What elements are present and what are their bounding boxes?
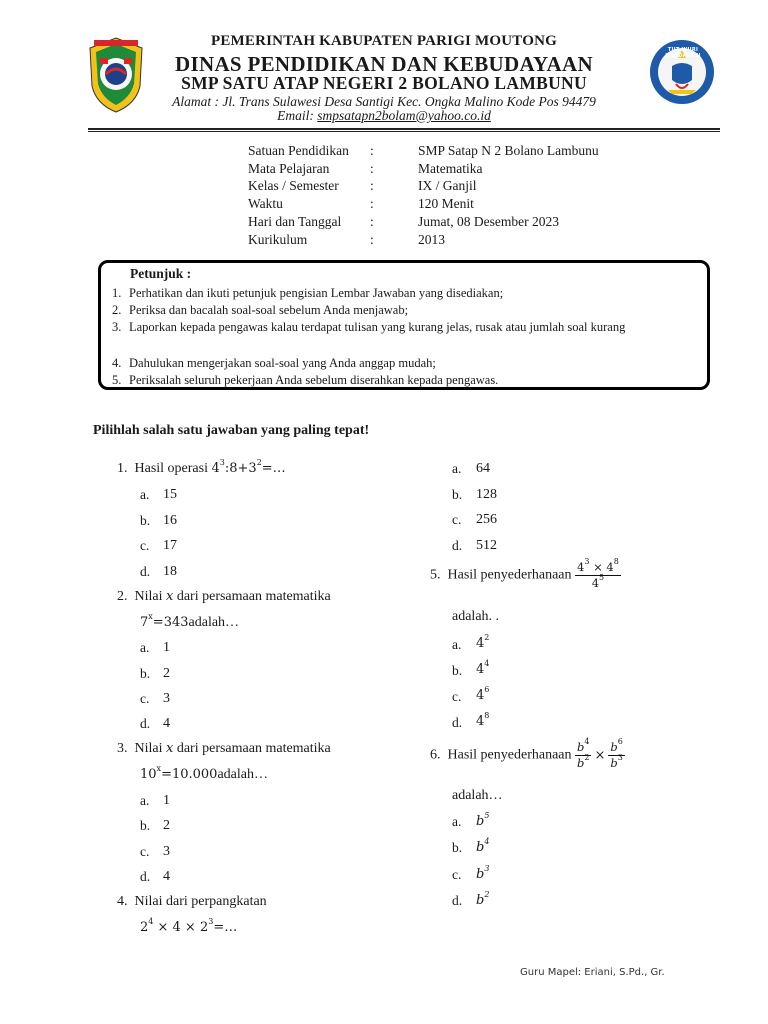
option-value[interactable]: $4^4$ [476, 659, 490, 677]
question-3-equation: $10^x=10.000adalah\dots$ [140, 764, 268, 782]
instruction-text: Periksalah seluruh pekerjaan Anda sebelum diserahkan kepada pengawas. [129, 373, 499, 387]
option-label[interactable]: c. [140, 538, 150, 553]
option-label[interactable]: d. [140, 716, 151, 731]
instruction-number: 4. [112, 356, 122, 370]
option-value[interactable]: 64 [476, 461, 490, 476]
question-1 [117, 458, 286, 477]
info-value: 120 Menit [418, 196, 474, 211]
question-text: Hasil operasi [134, 461, 212, 476]
section-lead: Pilihlah salah satu jawaban yang paling tepat! [93, 423, 370, 438]
email-link[interactable]: smpsatapn2bolam@yahoo.co.id [317, 108, 491, 123]
option-value[interactable]: 256 [476, 512, 497, 527]
option-value[interactable]: 16 [163, 513, 177, 528]
option-value[interactable]: 1 [163, 640, 170, 655]
option-label[interactable]: c. [140, 691, 150, 706]
question-fraction-1: $\frac{b^4}{b^2}$ [577, 737, 590, 770]
option-value[interactable]: 2 [163, 818, 170, 833]
info-value: Matematika [418, 161, 483, 176]
question-text: Nilai [134, 589, 166, 604]
question-number: 1. [117, 461, 128, 476]
info-colon: : [370, 232, 374, 247]
instruction-number: 2. [112, 303, 122, 317]
option-label[interactable]: a. [452, 461, 462, 476]
instruction-text: Dahulukan mengerjakan soal-soal yang Anda anggap mudah; [129, 356, 436, 370]
option-value[interactable]: 4 [163, 869, 170, 884]
question-5 [430, 557, 621, 591]
option-label[interactable]: a. [140, 793, 150, 808]
option-value[interactable]: 3 [163, 691, 170, 706]
question-number: 4. [117, 894, 128, 909]
question-text: dari persamaan matematika [173, 741, 331, 756]
info-key: Waktu [248, 196, 283, 211]
instruction-number: 5. [112, 373, 122, 387]
instruction-text: Laporkan kepada pengawas kalau terdapat tulisan yang kurang jelas, rusak atau jumlah soal kurang [129, 320, 626, 334]
info-value: IX / Ganjil [418, 178, 477, 193]
option-label[interactable]: c. [452, 867, 462, 882]
option-label[interactable]: c. [452, 689, 462, 704]
option-value[interactable]: 17 [163, 538, 177, 553]
option-value[interactable]: $b^2$ [476, 890, 490, 908]
option-value[interactable]: $b^4$ [476, 837, 490, 855]
option-value[interactable]: 512 [476, 538, 497, 553]
option-label[interactable]: d. [452, 538, 463, 553]
option-value[interactable]: $4^8$ [476, 711, 490, 729]
option-label[interactable]: a. [140, 640, 150, 655]
option-label[interactable]: a. [452, 814, 462, 829]
info-key: Kurikulum [248, 232, 308, 247]
question-4 [117, 894, 267, 910]
question-4-expression: $2^4 \times 4$ × $2^3=\dots$ [140, 917, 238, 935]
option-label[interactable]: c. [140, 844, 150, 859]
option-value[interactable]: $4^2$ [476, 633, 490, 651]
question-6-tail: adalah… [452, 788, 503, 803]
option-value[interactable]: $b^3$ [476, 864, 490, 882]
question-3 [117, 741, 331, 757]
option-label[interactable]: b. [452, 487, 463, 502]
option-label[interactable]: a. [140, 487, 150, 502]
teacher-footer: Guru Mapel: Eriani, S.Pd., Gr. [520, 967, 665, 978]
question-number: 3. [117, 741, 128, 756]
option-label[interactable]: b. [452, 840, 463, 855]
option-value[interactable]: 15 [163, 487, 177, 502]
info-value: 2013 [418, 232, 445, 247]
option-label[interactable]: b. [140, 818, 151, 833]
info-colon: : [370, 214, 374, 229]
question-text: dari persamaan matematika [173, 589, 331, 604]
instructions-title: Petunjuk : [130, 266, 192, 281]
header-rule-thick [88, 128, 720, 130]
option-label[interactable]: b. [140, 666, 151, 681]
info-value: Jumat, 08 Desember 2023 [418, 214, 559, 229]
instruction-text: Perhatikan dan ikuti petunjuk pengisian Lembar Jawaban yang disediakan; [129, 286, 504, 300]
question-expression: $4^3:8+3^2=\dots$ [211, 458, 286, 476]
option-value[interactable]: $4^6$ [476, 685, 490, 703]
question-tail: adalah… [188, 615, 240, 630]
option-value[interactable]: 1 [163, 793, 170, 808]
info-colon: : [370, 178, 374, 193]
question-5-tail: adalah. . [452, 609, 500, 624]
question-fraction-2: $\frac{b^6}{b^3}$ [610, 737, 623, 770]
info-key: Hari dan Tanggal [248, 214, 342, 229]
option-label[interactable]: c. [452, 512, 462, 527]
info-key: Satuan Pendidikan [248, 143, 349, 158]
header-email-line [0, 108, 768, 124]
option-label[interactable]: a. [452, 637, 462, 652]
question-2 [117, 589, 331, 605]
question-number: 2. [117, 589, 128, 604]
header-department: DINAS PENDIDIKAN DAN KEBUDAYAAN [175, 52, 593, 76]
instruction-number: 1. [112, 286, 122, 300]
info-value: SMP Satap N 2 Bolano Lambunu [418, 143, 599, 158]
question-tail: adalah… [217, 767, 268, 782]
option-label[interactable]: d. [452, 715, 463, 730]
option-value[interactable]: 3 [163, 844, 170, 859]
email-label: Email: [277, 108, 318, 123]
operator: × [594, 747, 606, 763]
variable: x [166, 741, 174, 756]
question-6 [430, 737, 625, 771]
info-key: Kelas / Semester [248, 178, 339, 193]
info-colon: : [370, 143, 374, 158]
question-2-equation: $7^x=343adalah\dots$ [140, 612, 240, 630]
question-text: Nilai [134, 741, 166, 756]
option-label[interactable]: d. [452, 893, 463, 908]
option-value[interactable]: 2 [163, 666, 170, 681]
question-text: Nilai dari perpangkatan [134, 894, 267, 909]
option-value[interactable]: 128 [476, 487, 497, 502]
instruction-number: 3. [112, 320, 122, 334]
question-text: Hasil penyederhanaan [447, 567, 575, 583]
question-number: 6. [430, 747, 441, 763]
right-logo-ring-text: TUT WURI HANDAYANI [665, 47, 701, 59]
header-government: PEMERINTAH KABUPATEN PARIGI MOUTONG [210, 33, 558, 49]
question-text: Hasil penyederhanaan [447, 747, 575, 763]
variable: x [166, 589, 174, 604]
info-key: Mata Pelajaran [248, 161, 330, 176]
option-label[interactable]: b. [140, 513, 151, 528]
option-value[interactable]: $b^5$ [476, 811, 490, 829]
option-value[interactable]: 4 [163, 716, 170, 731]
header-rule-thin [88, 131, 720, 132]
header-school: SMP SATU ATAP NEGERI 2 BOLANO LAMBUNU [181, 73, 587, 93]
instruction-text: Periksa dan bacalah soal-soal sebelum Anda menjawab; [129, 303, 409, 317]
header-address: Alamat : Jl. Trans Sulawesi Desa Santigi Kec. Ongka Malino Kode Pos 94479 [172, 94, 596, 109]
option-label[interactable]: b. [452, 663, 463, 678]
question-number: 5. [430, 567, 441, 583]
info-colon: : [370, 161, 374, 176]
info-colon: : [370, 196, 374, 211]
option-label[interactable]: d. [140, 564, 151, 579]
option-label[interactable]: d. [140, 869, 151, 884]
question-fraction: $\frac{4^3 \times 4^8}{4^5}$ [577, 557, 619, 590]
option-value[interactable]: 18 [163, 564, 177, 579]
